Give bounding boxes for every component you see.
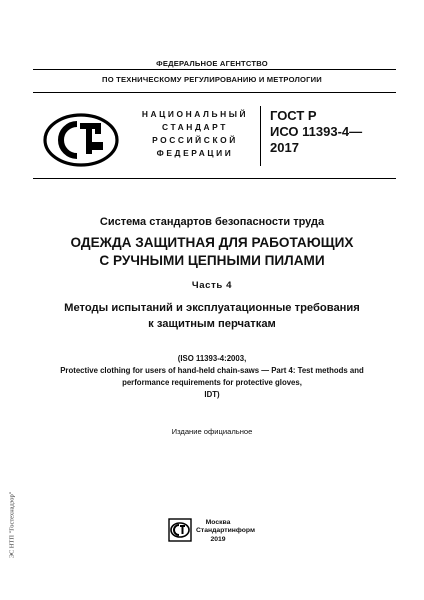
- subtitle-line-2: к защитным перчаткам: [148, 318, 276, 330]
- agency-line-1: ФЕДЕРАЛЬНОЕ АГЕНТСТВО: [156, 59, 268, 68]
- label-line: ФЕДЕРАЦИИ: [156, 148, 234, 158]
- subtitle-line-1: Методы испытаний и эксплуатационные требования: [64, 302, 360, 314]
- agency-line-2: ПО ТЕХНИЧЕСКОМУ РЕГУЛИРОВАНИЮ И МЕТРОЛОГИИ: [102, 75, 322, 84]
- iso-reference-line-3: performance requirements for protective gloves,: [122, 378, 302, 387]
- standard-code: [270, 108, 362, 156]
- header-divider-1: [33, 69, 396, 70]
- publisher-info: [196, 519, 255, 544]
- iso-reference-line-4: IDT): [204, 390, 220, 399]
- publisher-city: Москва: [205, 519, 231, 526]
- edition-label: Издание официальное: [171, 427, 253, 436]
- part-label: Часть 4: [191, 280, 233, 291]
- header-divider-2: [33, 92, 396, 93]
- code-line: 2017: [270, 140, 299, 155]
- label-line: НАЦИОНАЛЬНЫЙ: [141, 109, 249, 119]
- national-standard-label: [125, 108, 265, 160]
- main-title-line-2: С РУЧНЫМИ ЦЕПНЫМИ ПИЛАМИ: [99, 253, 325, 268]
- system-title: Система стандартов безопасности труда: [99, 216, 325, 228]
- side-stamp-text: ЭС НТП "Гостехнадзор": [8, 491, 16, 559]
- code-line: ГОСТ Р: [270, 108, 317, 123]
- publisher-name: Стандартинформ: [196, 527, 255, 535]
- gost-r-emblem-icon: [42, 112, 120, 168]
- iso-reference-line-1: (ISO 11393-4:2003,: [177, 354, 247, 363]
- label-line: СТАНДАРТ: [162, 122, 228, 132]
- code-line: ИСО 11393-4—: [270, 124, 363, 139]
- main-title-line-1: ОДЕЖДА ЗАЩИТНАЯ ДЛЯ РАБОТАЮЩИХ: [70, 235, 354, 250]
- side-stamp: [2, 455, 22, 595]
- label-line: РОССИЙСКОЙ: [152, 135, 238, 145]
- standartinform-logo-icon: [168, 518, 192, 542]
- header-divider-3: [33, 178, 396, 179]
- iso-reference-line-2: Protective clothing for users of hand-held chain-saws — Part 4: Test methods and: [60, 366, 364, 375]
- publisher-year: 2019: [210, 535, 226, 543]
- standard-block-divider: [260, 106, 261, 166]
